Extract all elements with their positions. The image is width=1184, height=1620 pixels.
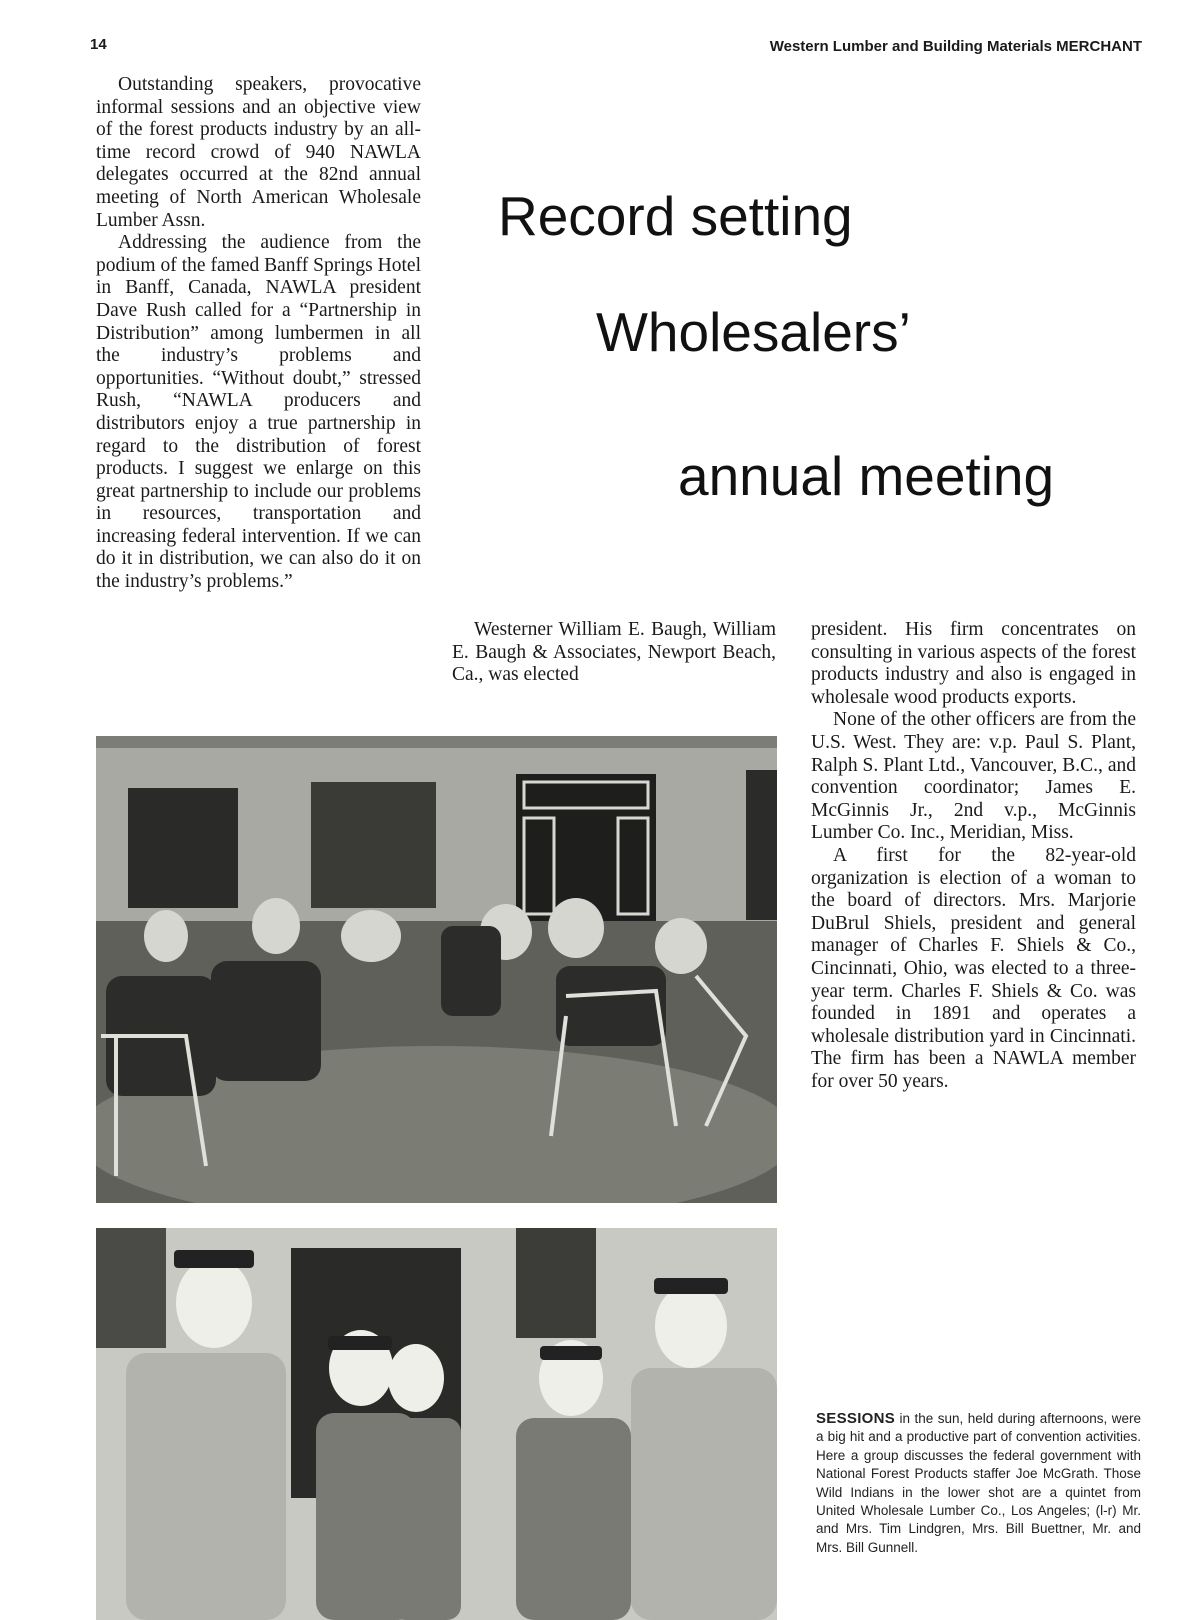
headline-line-2: Wholesalers’ (596, 301, 911, 363)
article-column-middle: Westerner William E. Baugh, William E. Baugh & Associates, Newport Beach, Ca., was elected (452, 619, 776, 686)
lead-paragraph: Outstanding speakers, provocative informal sessions and an objective view of the forest products industry by an all-time record crowd of 940 NAWLA delegates occurred at the 82nd annual meeting of North American Wholesale Lumber Assn. (96, 74, 421, 231)
caption-lead: SESSIONS (816, 1410, 896, 1427)
photo-costumed-group (96, 1228, 777, 1620)
page-number: 14 (90, 36, 107, 53)
caption-text: in the sun, held during afternoons, were a big hit and a productive part of convention activities. Here a group discusses the federal government with National Forest Products staffer Joe McGrath. Those Wild Indians in the lower shot are a quintet from United Wholesale Lumber Co., Los Angeles; (l-r) Mr. and Mrs. Tim Lindgren, Mrs. Bill Buettner, Mr. and Mrs. Bill Gunnell. (816, 1411, 1141, 1555)
publication-title: Western Lumber and Building Materials MERCHANT (769, 38, 1142, 55)
article-column-right (811, 619, 1136, 1093)
body-paragraph: Addressing the audience from the podium of the famed Banff Springs Hotel in Banff, Canada, NAWLA president Dave Rush called for a “Partnership in Distribution” among lumbermen in all the industry’s problems and opportunities. “Without doubt,” stressed Rush, “NAWLA producers and distributors enjoy a true partnership in regard to the distribution of forest products. I suggest we enlarge on this great partnership to include our problems in resources, transportation and increasing federal intervention. If we can do it in distribution, we can also do it on the industry’s problems.” (96, 232, 421, 593)
headline-line-3: annual meeting (678, 445, 1055, 507)
article-column-left (96, 74, 421, 594)
headline-line-1: Record setting (498, 185, 853, 247)
photo-outdoor-session (96, 736, 777, 1203)
body-paragraph: A first for the 82-year-old organization is election of a woman to the board of directors. Mrs. Marjorie DuBrul Shiels, president and general manager of Charles F. Shiels & Co., Cincinnati, Ohio, was elected to a three-year term. Charles F. Shiels & Co. was founded in 1891 and operates a wholesale distribution yard in Cincinnati. The firm has been a NAWLA member for over 50 years. (811, 844, 1136, 1092)
photo-caption (816, 1410, 1141, 1557)
body-paragraph: president. His firm concentrates on consulting in various aspects of the forest products industry and also is engaged in wholesale wood products exports. (811, 619, 1136, 708)
body-paragraph: None of the other officers are from the U.S. West. They are: v.p. Paul S. Plant, Ralph S. Plant Ltd., Vancouver, B.C., and convention coordinator; James E. McGinnis Jr., 2nd v.p., McGinnis Lumber Co. Inc., Meridian, Miss. (811, 709, 1136, 844)
